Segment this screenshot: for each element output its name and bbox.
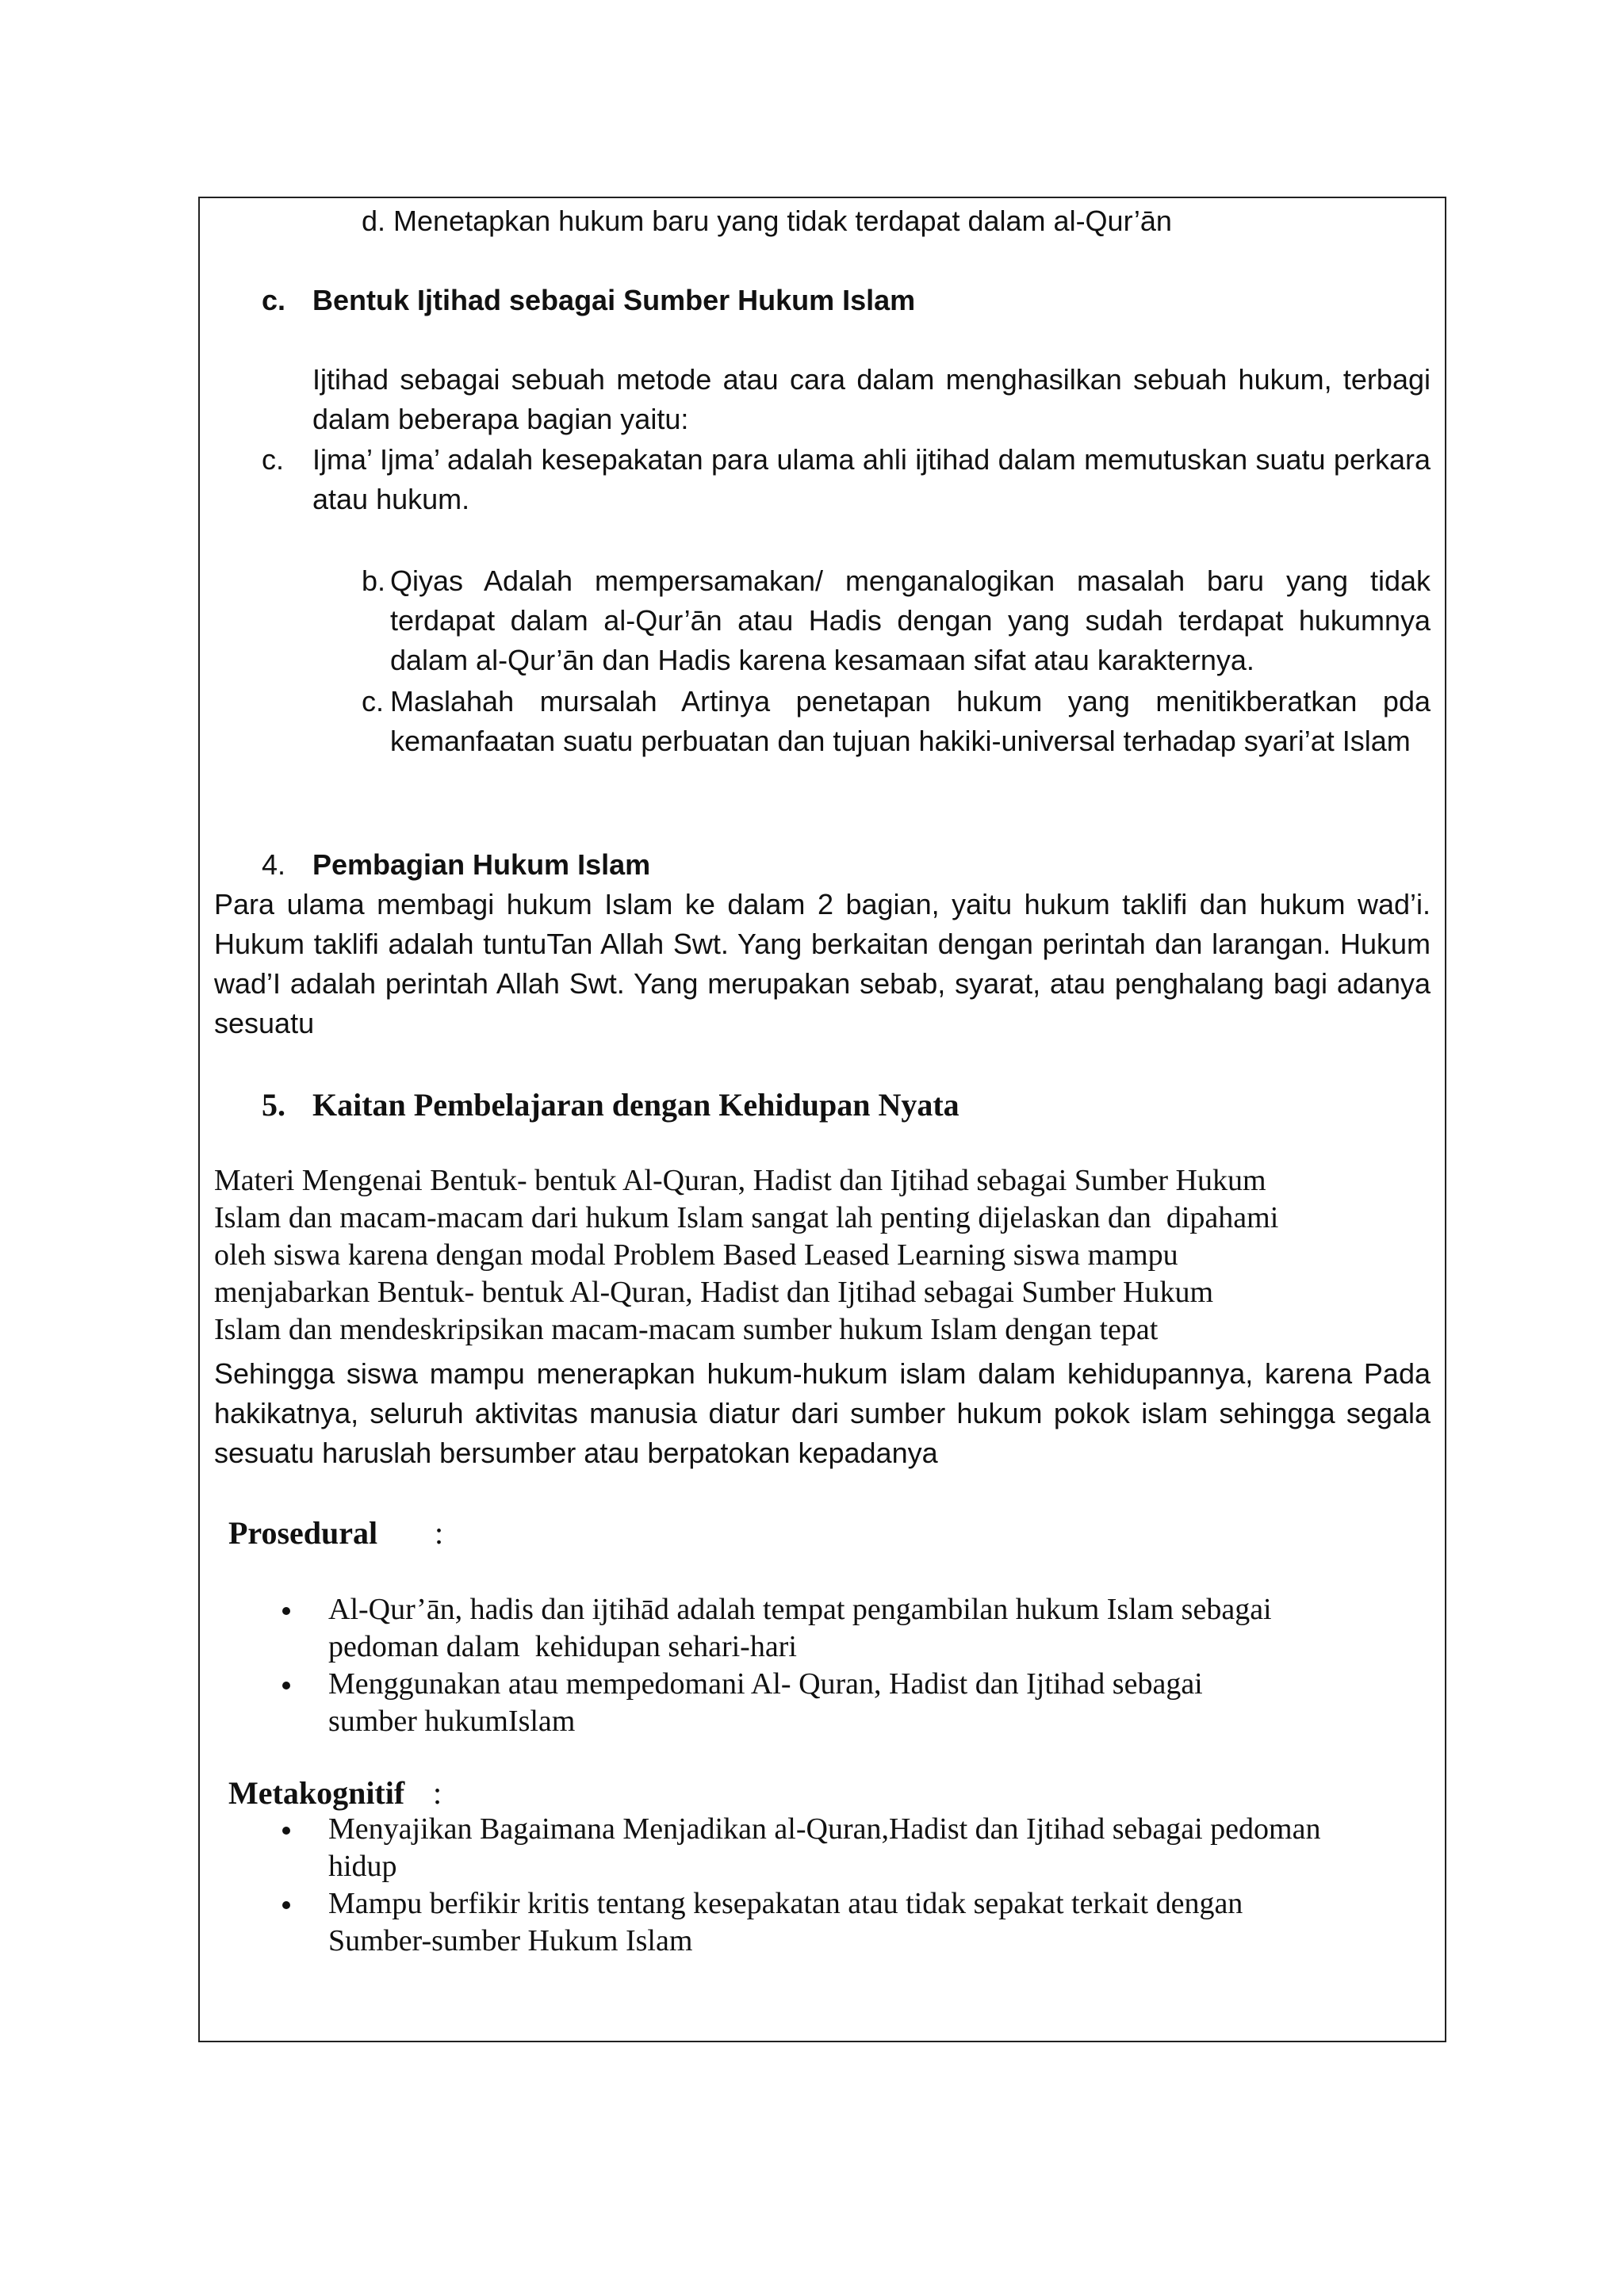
section-5-body: Sehingga siswa mampu menerapkan hukum-hukum islam dalam kehidupannya, karena Pada hakikatnya, seluruh aktivitas manusia diatur dari sumber hukum pokok islam sehingga segala sesuatu haruslah bersumber atau berpatokan kepadanya	[214, 1357, 1431, 1469]
ijtihad-item-qiyas	[362, 561, 1431, 680]
section-4-heading: Pembagian Hukum Islam	[312, 848, 651, 881]
section-5-number: 5.	[262, 1087, 285, 1123]
ijtihad-item-marker: c.	[262, 443, 285, 476]
ijtihad-item-ijma	[262, 440, 1431, 519]
prosedural-bullet	[278, 1666, 1435, 1740]
list-item-d: d. Menetapkan hukum baru yang tidak terdapat dalam al-Qur’ān	[362, 205, 1172, 237]
metakognitif-colon: :	[433, 1775, 442, 1811]
section-5-serif-paragraph	[214, 1162, 1435, 1349]
bullet-line: hidup	[328, 1850, 397, 1883]
metakognitif-bullet	[278, 1885, 1435, 1960]
paragraph-line: Islam dan mendeskripsikan macam-macam sumber hukum Islam dengan tepat	[214, 1313, 1159, 1346]
ijtihad-item-marker: b.	[362, 564, 386, 597]
section-c-heading: Bentuk Ijtihad sebagai Sumber Hukum Islam	[312, 284, 916, 316]
ijtihad-item-marker: c.	[362, 685, 385, 718]
bullet-line: sumber hukumIslam	[328, 1705, 576, 1738]
prosedural-label: Prosedural	[228, 1515, 378, 1551]
bullet-line: Mampu berfikir kritis tentang kesepakatan atau tidak sepakat terkait dengan	[328, 1887, 1243, 1920]
section-4-number: 4.	[262, 848, 286, 881]
section-c-intro: Ijtihad sebagai sebuah metode atau cara dalam menghasilkan sebuah hukum, terbagi dalam beberapa bagian yaitu:	[312, 363, 1431, 435]
ijtihad-item-text: Ijma’ Ijma’ adalah kesepakatan para ulama ahli ijtihad dalam memutuskan suatu perkara atau hukum.	[312, 443, 1431, 515]
paragraph-line: Islam dan macam-macam dari hukum Islam sangat lah penting dijelaskan dan dipahami	[214, 1201, 1279, 1234]
prosedural-label-row	[228, 1514, 704, 1552]
bullet-line: Sumber-sumber Hukum Islam	[328, 1924, 693, 1957]
paragraph-line: oleh siswa karena dengan modal Problem Based Leased Learning siswa mampu	[214, 1238, 1178, 1272]
bullet-line: pedoman dalam kehidupan sehari-hari	[328, 1630, 797, 1663]
metakognitif-bullet	[278, 1811, 1435, 1885]
ijtihad-item-maslahah	[362, 682, 1431, 761]
bullet-line: Al-Qur’ān, hadis dan ijtihād adalah tempat pengambilan hukum Islam sebagai	[328, 1593, 1272, 1626]
ijtihad-item-text: Qiyas Adalah mempersamakan/ menganalogikan masalah baru yang tidak terdapat dalam al-Qur’ān atau Hadis dengan yang sudah terdapat hukumnya dalam al-Qur’ān dan Hadis karena kesamaan sifat atau karakternya.	[390, 564, 1431, 676]
prosedural-colon: :	[435, 1515, 444, 1551]
prosedural-bullet	[278, 1591, 1435, 1666]
bullet-icon	[282, 1827, 290, 1835]
ijtihad-item-text: Maslahah mursalah Artinya penetapan hukum yang menitikberatkan pda kemanfaatan suatu perbuatan dan tujuan hakiki-universal terhadap syari’at Islam	[390, 685, 1431, 757]
bullet-icon	[282, 1607, 290, 1615]
paragraph-line: menjabarkan Bentuk- bentuk Al-Quran, Hadist dan Ijtihad sebagai Sumber Hukum	[214, 1276, 1214, 1309]
section-5-heading: Kaitan Pembelajaran dengan Kehidupan Nyata	[312, 1087, 959, 1123]
metakognitif-label: Metakognitif	[228, 1775, 405, 1811]
bullet-icon	[282, 1901, 290, 1909]
bullet-icon	[282, 1682, 290, 1689]
metakognitif-label-row	[228, 1774, 704, 1812]
bullet-line: Menyajikan Bagaimana Menjadikan al-Quran,Hadist dan Ijtihad sebagai pedoman	[328, 1812, 1321, 1846]
section-4-body: Para ulama membagi hukum Islam ke dalam 2 bagian, yaitu hukum taklifi dan hukum wad’i. Hukum taklifi adalah tuntuTan Allah Swt. Yang berkaitan dengan perintah dan larangan. Hukum wad’I adalah perintah Allah Swt. Yang merupakan sebab, syarat, atau penghalang bagi adanya sesuatu	[214, 888, 1431, 1039]
bullet-line: Menggunakan atau mempedomani Al- Quran, Hadist dan Ijtihad sebagai	[328, 1667, 1203, 1701]
paragraph-line: Materi Mengenai Bentuk- bentuk Al-Quran, Hadist dan Ijtihad sebagai Sumber Hukum	[214, 1164, 1266, 1197]
section-c-marker: c.	[262, 284, 286, 316]
